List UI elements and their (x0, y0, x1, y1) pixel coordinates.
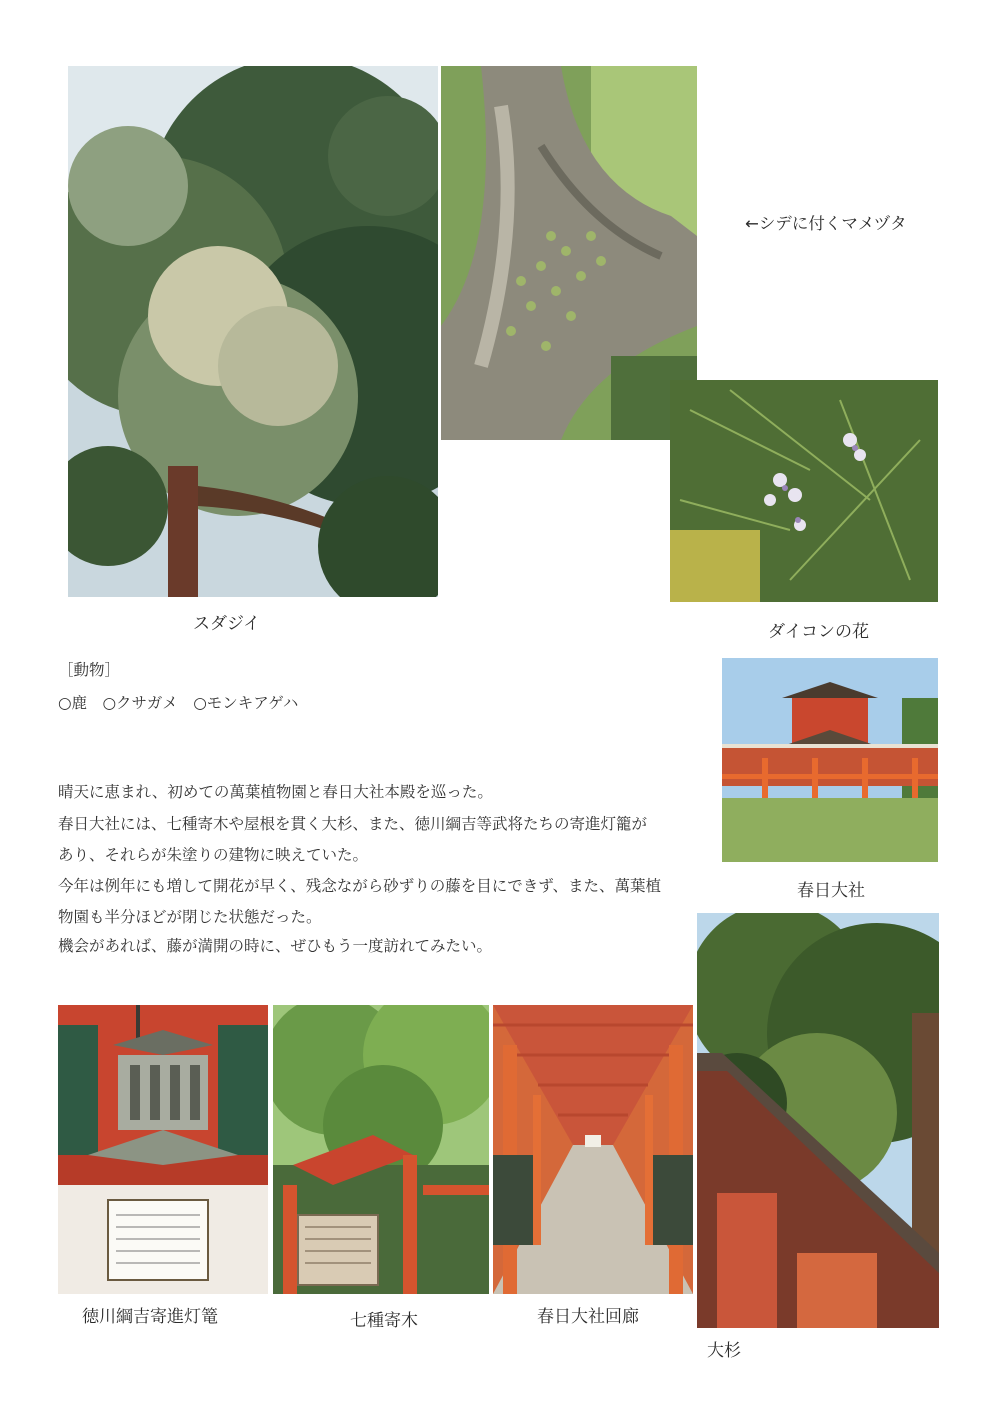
body-line: 晴天に恵まれ、初めての萬葉植物園と春日大社本殿を巡った。 (58, 783, 493, 801)
kairo-caption: 春日大社回廊 (537, 1307, 639, 1327)
lantern-photo (58, 1005, 268, 1294)
mamezuta-caption: ←シデに付くマメヅタ (745, 214, 907, 233)
osugi-caption: 大杉 (707, 1341, 741, 1361)
body-line: あり、それらが朱塗りの建物に映えていた。 (58, 846, 369, 864)
mamezuta-photo (441, 66, 697, 440)
kairo-photo (493, 1005, 693, 1294)
body-line: 春日大社には、七種寄木や屋根を貫く大杉、また、徳川綱吉等武将たちの寄進灯籠が (58, 815, 648, 833)
animals-list: ○鹿 ○クサガメ ○モンキアゲハ (58, 694, 299, 712)
body-line: 機会があれば、藤が満開の時に、ぜひもう一度訪れてみたい。 (58, 937, 493, 955)
daikon-flower-photo (670, 380, 938, 602)
sudajii-caption: スダジイ (193, 614, 261, 634)
body-line: 今年は例年にも増して開花が早く、残念ながら砂ずりの藤を目にできず、また、萬葉植 (58, 877, 661, 895)
body-line: 物園も半分ほどが閉じた状態だった。 (58, 908, 322, 926)
kasuga-caption: 春日大社 (797, 881, 865, 901)
sudajii-photo (68, 66, 438, 597)
lantern-caption: 徳川綱吉寄進灯篭 (82, 1307, 218, 1327)
kasuga-taisha-photo (722, 658, 938, 862)
nanashu-caption: 七種寄木 (350, 1311, 418, 1331)
animals-heading: ［動物］ (58, 661, 121, 679)
nanashu-yorigi-photo (273, 1005, 489, 1294)
daikon-caption: ダイコンの花 (768, 622, 869, 642)
osugi-photo (697, 913, 939, 1328)
